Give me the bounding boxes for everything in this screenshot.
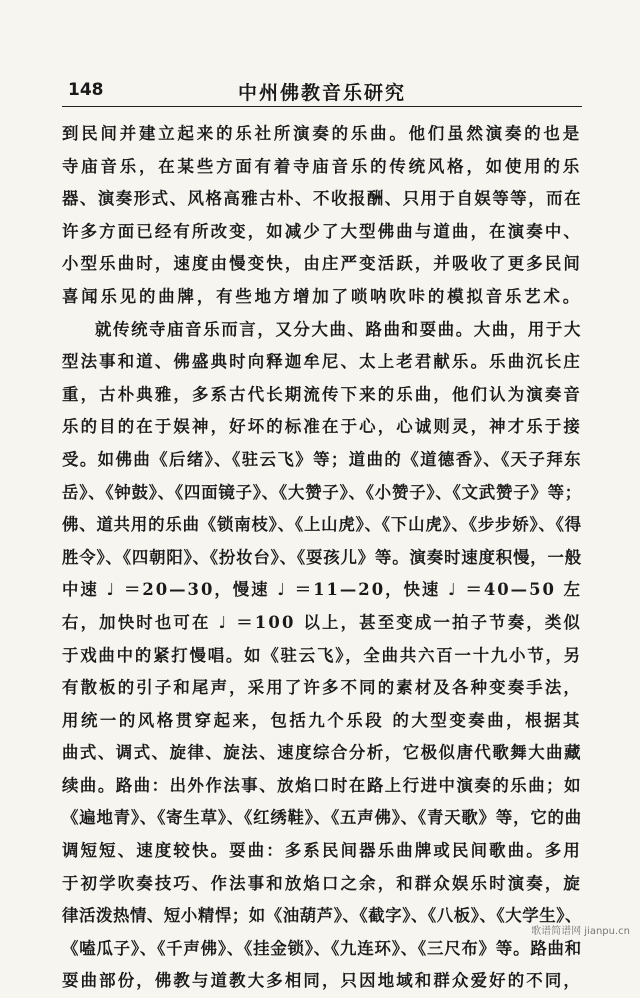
text-line: 右，加快时也可在 ♩ ＝100 以上，甚至变成一拍子节奏，类似 xyxy=(62,612,582,632)
text-line: 就传统寺庙音乐而言，又分大曲、路曲和耍曲。大曲，用于大 xyxy=(95,319,582,339)
text-line: 有散板的引子和尾声，采用了许多不同的素材及各种变奏手法， xyxy=(62,678,582,698)
text-line: 律活泼热情、短小精悍；如《油葫芦》、《截字》、《八板》、《大学生》、 xyxy=(62,906,582,926)
text-line: 喜闻乐见的曲牌，有些地方增加了唢呐吹咔的模拟音乐艺术。 xyxy=(62,286,582,306)
text-line: 于戏曲中的紧打慢唱。如《驻云飞》，全曲共六百一十九小节，另 xyxy=(62,645,582,665)
text-line: 用统一的风格贯穿起来，包括九个乐段 的大型变奏曲，根据其 xyxy=(62,710,582,730)
watermark: 歌谱简谱网 jianpu.cn xyxy=(531,926,630,937)
text-line: 佛、道共用的乐曲《锁南枝》、《上山虎》、《下山虎》、《步步娇》、《得 xyxy=(62,515,582,535)
text-line: 续曲。路曲：出外作法事、放焰口时在路上行进中演奏的乐曲；如 xyxy=(62,775,582,795)
text-line: 于初学吹奏技巧、作法事和放焰口之余，和群众娱乐时演奏，旋 xyxy=(62,873,582,893)
page-number: 148 xyxy=(68,80,104,100)
text-line: 重，古朴典雅，多系古代长期流传下来的乐曲，他们认为演奏音 xyxy=(62,384,582,404)
text-line: 型法事和道、佛盛典时向释迦牟尼、太上老君献乐。乐曲沉长庄 xyxy=(62,352,582,372)
text-line: 岳》、《钟鼓》、《四面镜子》、《大赞子》、《小赞子》、《文武赞子》等； xyxy=(62,482,582,502)
running-title: 中州佛教音乐研究 xyxy=(237,82,406,104)
text-line: 许多方面已经有所改变，如减少了大型佛曲与道曲，在演奏中、 xyxy=(62,221,582,241)
text-line: 到民间并建立起来的乐社所演奏的乐曲。他们虽然演奏的也是 xyxy=(62,124,582,143)
text-line: 《遍地青》、《寄生草》、《红绣鞋》、《五声佛》、《青天歌》等，它的曲 xyxy=(62,808,582,828)
text-line: 受。如佛曲《后绪》、《驻云飞》等；道曲的《道德香》、《天子拜东 xyxy=(62,449,582,469)
page-header xyxy=(62,76,582,107)
text-line: 曲式、调式、旋律、旋法、速度综合分析，它极似唐代歌舞大曲藏 xyxy=(62,743,582,763)
text-line: 器、演奏形式、风格高雅古朴、不收报酬、只用于自娱等等，而在 xyxy=(62,189,582,209)
text-line: 调短短、速度较快。耍曲：多系民间器乐曲牌或民间歌曲。多用 xyxy=(62,841,582,861)
text-line: 小型乐曲时，速度由慢变快，由庄严变活跃，并吸收了更多民间 xyxy=(62,254,582,274)
text-line: 中速 ♩ ＝20—30，慢速 ♩ ＝11—20，快速 ♩ ＝40—50 左 xyxy=(62,580,582,600)
text-line: 寺庙音乐，在某些方面有着寺庙音乐的传统风格，如使用的乐 xyxy=(62,156,582,176)
body-text xyxy=(62,118,582,998)
text-line: 胜令》、《四朝阳》、《扮妆台》、《耍孩儿》等。演奏时速度积慢，一般 xyxy=(62,547,582,567)
text-line: 耍曲部份，佛教与道教大多相同，只因地域和群众爱好的不同， xyxy=(62,971,582,991)
text-line: 乐的目的在于娱神，好坏的标准在于心，心诚则灵，神才乐于接 xyxy=(62,417,582,437)
text-line: 《嗑瓜子》、《千声佛》、《挂金锁》、《九连环》、《三尺布》等。路曲和 xyxy=(62,938,582,958)
